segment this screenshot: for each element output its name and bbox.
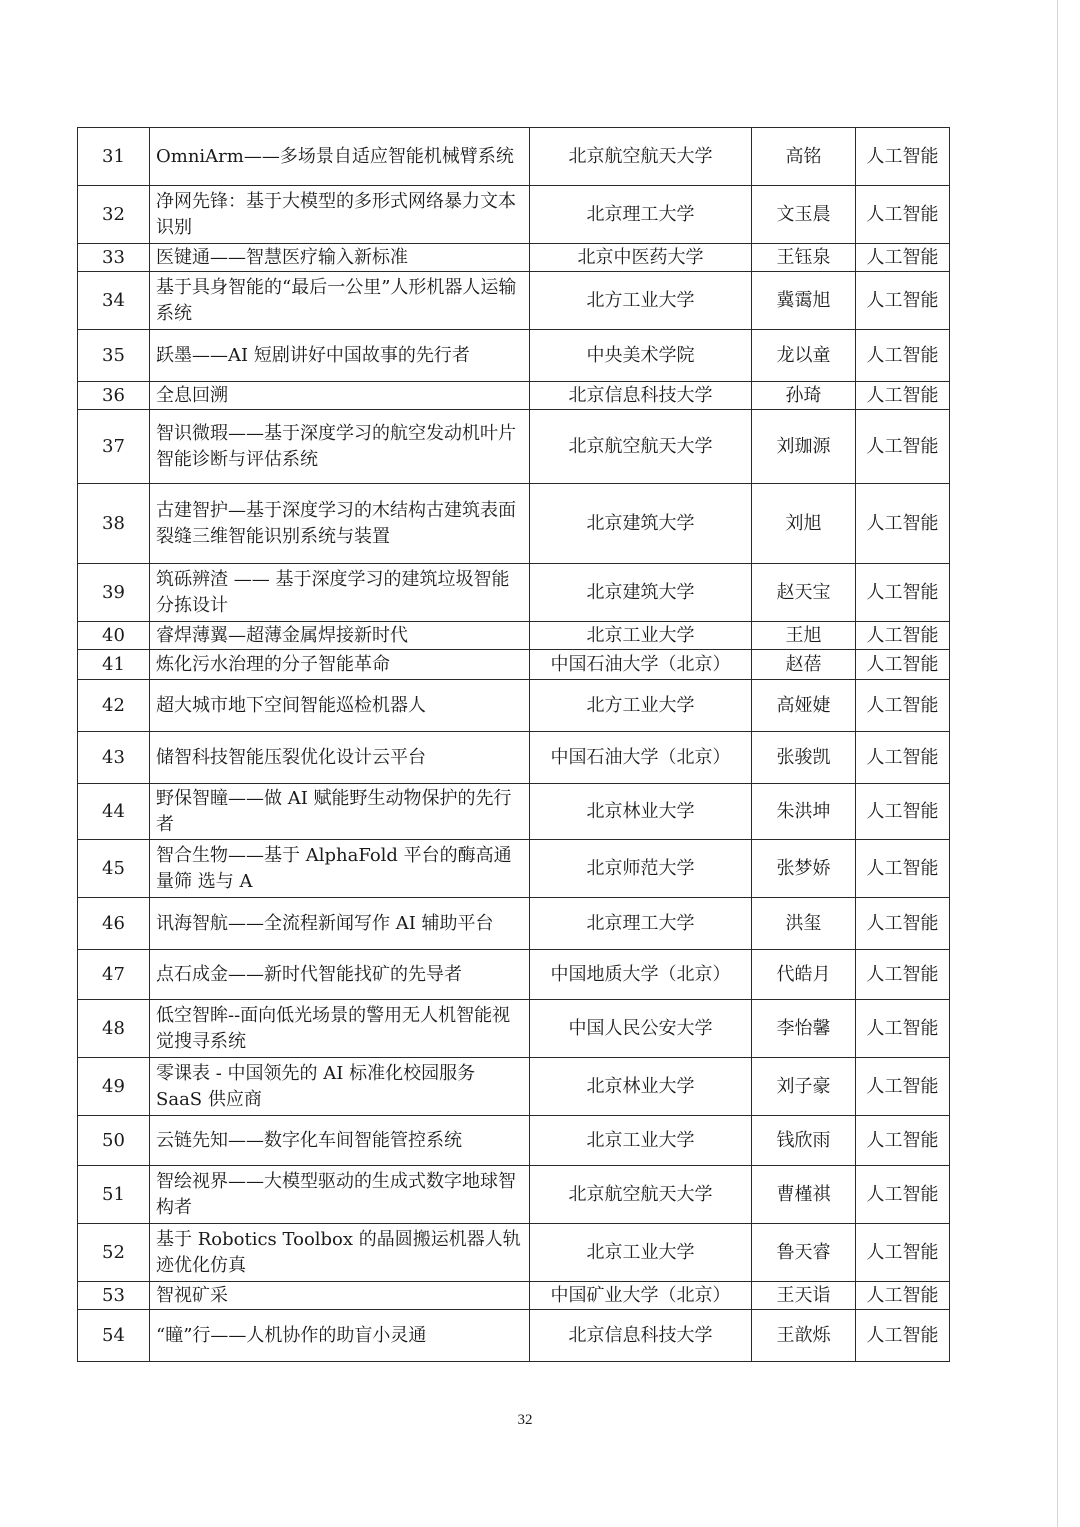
- scan-edge-line: [1057, 0, 1058, 1527]
- school-name: 北京信息科技大学: [530, 1310, 752, 1362]
- school-name: 中国石油大学（北京）: [530, 732, 752, 784]
- school-name: 北京中医药大学: [530, 244, 752, 272]
- category-label: 人工智能: [856, 622, 950, 650]
- awards-table-body: [78, 128, 950, 1362]
- school-name: 北京航空航天大学: [530, 410, 752, 484]
- page-number: 32: [517, 1412, 533, 1428]
- table-row: [78, 784, 950, 840]
- category-label: 人工智能: [856, 382, 950, 410]
- category-label: 人工智能: [856, 680, 950, 732]
- school-name: 北方工业大学: [530, 680, 752, 732]
- category-label: 人工智能: [856, 564, 950, 622]
- row-number: 34: [78, 272, 150, 330]
- table-row: [78, 650, 950, 680]
- leader-name: 赵天宝: [752, 564, 856, 622]
- leader-name: 龙以童: [752, 330, 856, 382]
- category-label: 人工智能: [856, 650, 950, 680]
- category-label: 人工智能: [856, 484, 950, 564]
- project-title: 基于具身智能的“最后一公里”人形机器人运输系统: [150, 272, 530, 330]
- row-number: 50: [78, 1116, 150, 1166]
- project-title: 零课表 - 中国领先的 AI 标准化校园服务 SaaS 供应商: [150, 1058, 530, 1116]
- school-name: 北京理工大学: [530, 186, 752, 244]
- project-title: 储智科技智能压裂优化设计云平台: [150, 732, 530, 784]
- project-title: OmniArm——多场景自适应智能机械臂系统: [150, 128, 530, 186]
- school-name: 北京林业大学: [530, 1058, 752, 1116]
- row-number: 31: [78, 128, 150, 186]
- row-number: 45: [78, 840, 150, 898]
- project-title: 智绘视界——大模型驱动的生成式数字地球智构者: [150, 1166, 530, 1224]
- project-title: 低空智眸--面向低光场景的警用无人机智能视觉搜寻系统: [150, 1000, 530, 1058]
- project-title: 跃墨——AI 短剧讲好中国故事的先行者: [150, 330, 530, 382]
- table-row: [78, 622, 950, 650]
- row-number: 43: [78, 732, 150, 784]
- project-title: 智视矿采: [150, 1282, 530, 1310]
- leader-name: 王钰泉: [752, 244, 856, 272]
- leader-name: 张骏凯: [752, 732, 856, 784]
- row-number: 41: [78, 650, 150, 680]
- awards-table: [77, 127, 950, 1362]
- project-title: 野保智瞳——做 AI 赋能野生动物保护的先行者: [150, 784, 530, 840]
- category-label: 人工智能: [856, 840, 950, 898]
- row-number: 49: [78, 1058, 150, 1116]
- row-number: 44: [78, 784, 150, 840]
- table-row: [78, 950, 950, 1000]
- category-label: 人工智能: [856, 898, 950, 950]
- table-row: [78, 1058, 950, 1116]
- row-number: 32: [78, 186, 150, 244]
- row-number: 40: [78, 622, 150, 650]
- category-label: 人工智能: [856, 1116, 950, 1166]
- leader-name: 赵蓓: [752, 650, 856, 680]
- table-row: [78, 244, 950, 272]
- school-name: 北方工业大学: [530, 272, 752, 330]
- table-row: [78, 272, 950, 330]
- leader-name: 孙琦: [752, 382, 856, 410]
- leader-name: 高娅婕: [752, 680, 856, 732]
- project-title: 医键通——智慧医疗输入新标准: [150, 244, 530, 272]
- table-row: [78, 898, 950, 950]
- school-name: 北京信息科技大学: [530, 382, 752, 410]
- school-name: 中国地质大学（北京）: [530, 950, 752, 1000]
- table-row: [78, 330, 950, 382]
- leader-name: 代皓月: [752, 950, 856, 1000]
- school-name: 北京理工大学: [530, 898, 752, 950]
- table-row: [78, 1000, 950, 1058]
- category-label: 人工智能: [856, 128, 950, 186]
- table-row: [78, 680, 950, 732]
- project-title: 智合生物——基于 AlphaFold 平台的酶高通量筛 选与 A: [150, 840, 530, 898]
- leader-name: 洪玺: [752, 898, 856, 950]
- school-name: 中国石油大学（北京）: [530, 650, 752, 680]
- leader-name: 钱欣雨: [752, 1116, 856, 1166]
- leader-name: 王旭: [752, 622, 856, 650]
- leader-name: 张梦娇: [752, 840, 856, 898]
- category-label: 人工智能: [856, 1058, 950, 1116]
- school-name: 北京工业大学: [530, 622, 752, 650]
- leader-name: 文玉晨: [752, 186, 856, 244]
- school-name: 北京航空航天大学: [530, 128, 752, 186]
- category-label: 人工智能: [856, 410, 950, 484]
- project-title: 超大城市地下空间智能巡检机器人: [150, 680, 530, 732]
- table-row: [78, 1116, 950, 1166]
- row-number: 47: [78, 950, 150, 1000]
- leader-name: 冀霭旭: [752, 272, 856, 330]
- category-label: 人工智能: [856, 950, 950, 1000]
- row-number: 33: [78, 244, 150, 272]
- table-row: [78, 1166, 950, 1224]
- row-number: 48: [78, 1000, 150, 1058]
- row-number: 46: [78, 898, 150, 950]
- row-number: 36: [78, 382, 150, 410]
- category-label: 人工智能: [856, 732, 950, 784]
- category-label: 人工智能: [856, 272, 950, 330]
- leader-name: 王天诣: [752, 1282, 856, 1310]
- leader-name: 朱洪坤: [752, 784, 856, 840]
- row-number: 38: [78, 484, 150, 564]
- school-name: 中央美术学院: [530, 330, 752, 382]
- school-name: 北京工业大学: [530, 1224, 752, 1282]
- project-title: 筑砾辨渣 —— 基于深度学习的建筑垃圾智能分拣设计: [150, 564, 530, 622]
- row-number: 37: [78, 410, 150, 484]
- project-title: 智识微瑕——基于深度学习的航空发动机叶片智能诊断与评估系统: [150, 410, 530, 484]
- school-name: 北京航空航天大学: [530, 1166, 752, 1224]
- project-title: 基于 Robotics Toolbox 的晶圆搬运机器人轨迹优化仿真: [150, 1224, 530, 1282]
- project-title: “瞳”行——人机协作的助盲小灵通: [150, 1310, 530, 1362]
- table-row: [78, 564, 950, 622]
- project-title: 古建智护—基于深度学习的木结构古建筑表面 裂缝三维智能识别系统与装置: [150, 484, 530, 564]
- row-number: 53: [78, 1282, 150, 1310]
- table-row: [78, 840, 950, 898]
- school-name: 中国矿业大学（北京）: [530, 1282, 752, 1310]
- project-title: 炼化污水治理的分子智能革命: [150, 650, 530, 680]
- table-row: [78, 186, 950, 244]
- row-number: 42: [78, 680, 150, 732]
- table-row: [78, 1310, 950, 1362]
- leader-name: 王歆烁: [752, 1310, 856, 1362]
- leader-name: 曹槿祺: [752, 1166, 856, 1224]
- row-number: 39: [78, 564, 150, 622]
- school-name: 中国人民公安大学: [530, 1000, 752, 1058]
- leader-name: 高铭: [752, 128, 856, 186]
- school-name: 北京工业大学: [530, 1116, 752, 1166]
- leader-name: 刘旭: [752, 484, 856, 564]
- row-number: 54: [78, 1310, 150, 1362]
- row-number: 51: [78, 1166, 150, 1224]
- leader-name: 刘子豪: [752, 1058, 856, 1116]
- school-name: 北京建筑大学: [530, 484, 752, 564]
- table-row: [78, 1282, 950, 1310]
- category-label: 人工智能: [856, 1282, 950, 1310]
- category-label: 人工智能: [856, 1310, 950, 1362]
- category-label: 人工智能: [856, 784, 950, 840]
- table-row: [78, 382, 950, 410]
- category-label: 人工智能: [856, 330, 950, 382]
- category-label: 人工智能: [856, 244, 950, 272]
- project-title: 点石成金——新时代智能找矿的先导者: [150, 950, 530, 1000]
- table-row: [78, 128, 950, 186]
- project-title: 云链先知——数字化车间智能管控系统: [150, 1116, 530, 1166]
- row-number: 35: [78, 330, 150, 382]
- project-title: 净网先锋：基于大模型的多形式网络暴力文本识别: [150, 186, 530, 244]
- table-row: [78, 732, 950, 784]
- school-name: 北京师范大学: [530, 840, 752, 898]
- table-row: [78, 410, 950, 484]
- project-title: 全息回溯: [150, 382, 530, 410]
- leader-name: 刘珈源: [752, 410, 856, 484]
- leader-name: 鲁天睿: [752, 1224, 856, 1282]
- project-title: 讯海智航——全流程新闻写作 AI 辅助平台: [150, 898, 530, 950]
- category-label: 人工智能: [856, 1000, 950, 1058]
- row-number: 52: [78, 1224, 150, 1282]
- table-row: [78, 484, 950, 564]
- table-row: [78, 1224, 950, 1282]
- category-label: 人工智能: [856, 1224, 950, 1282]
- category-label: 人工智能: [856, 1166, 950, 1224]
- school-name: 北京林业大学: [530, 784, 752, 840]
- leader-name: 李怡馨: [752, 1000, 856, 1058]
- school-name: 北京建筑大学: [530, 564, 752, 622]
- project-title: 睿焊薄翼—超薄金属焊接新时代: [150, 622, 530, 650]
- category-label: 人工智能: [856, 186, 950, 244]
